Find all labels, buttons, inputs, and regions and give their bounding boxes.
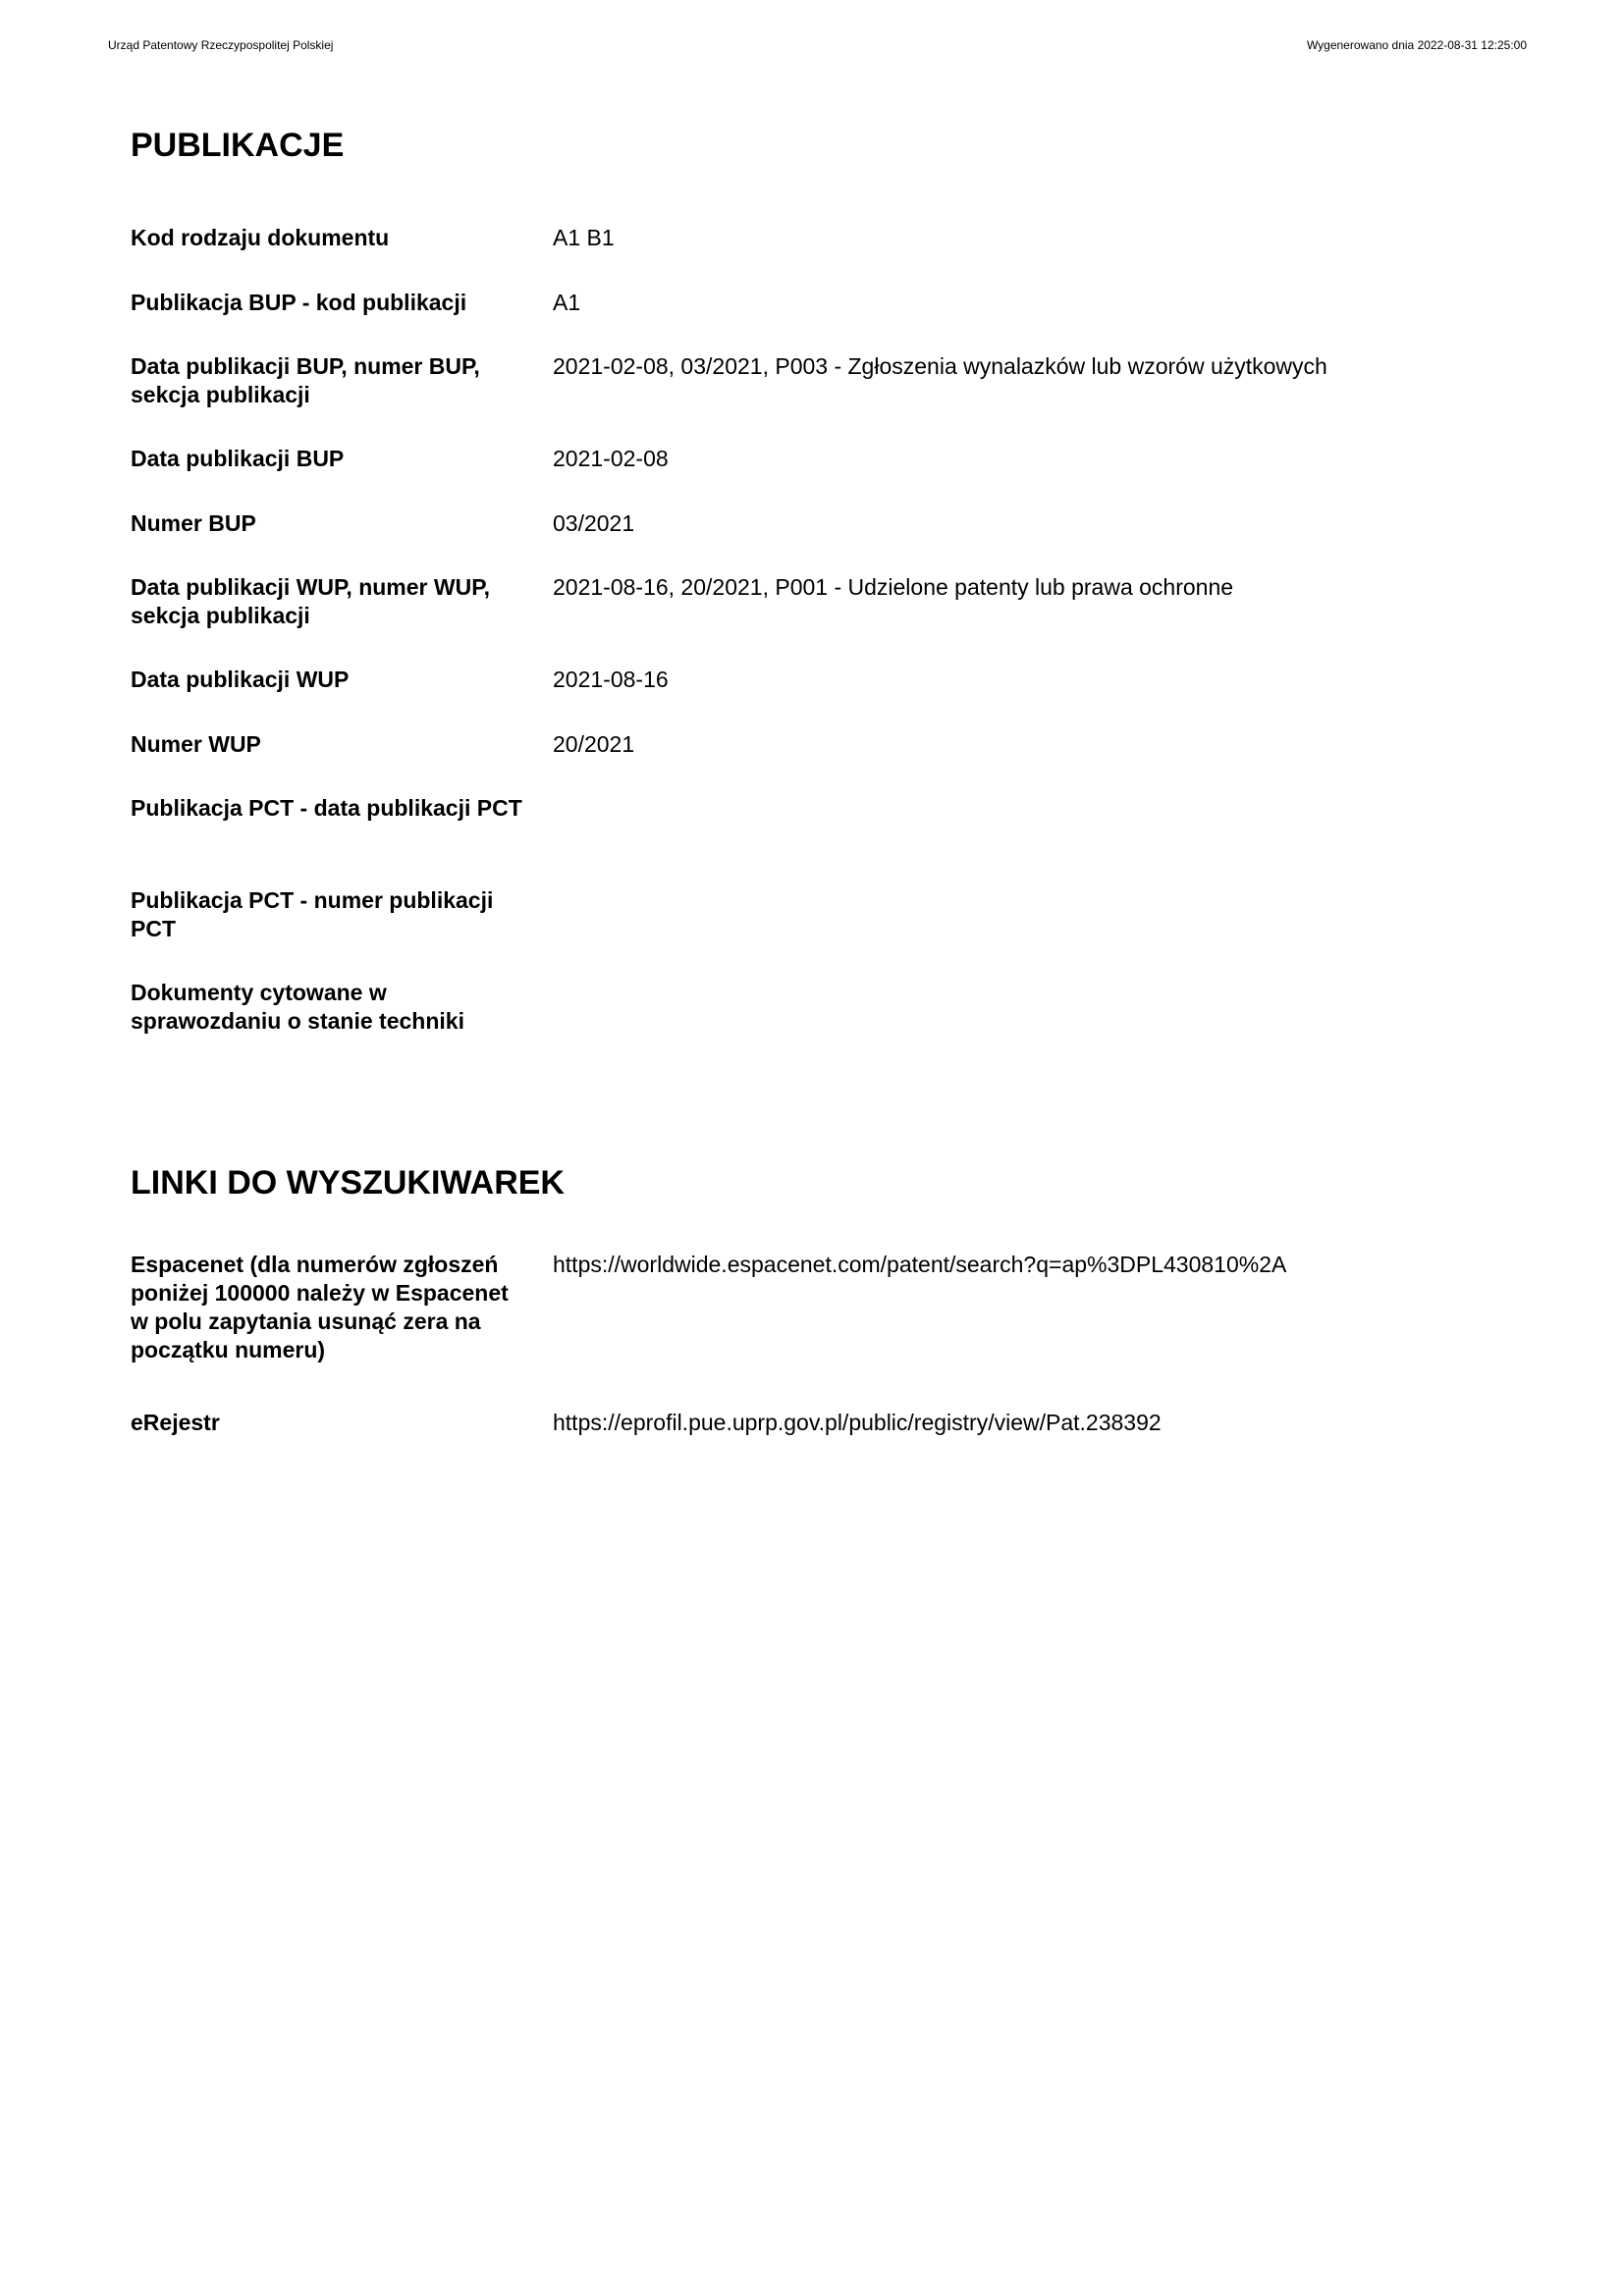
- row-label: Espacenet (dla numerów zgłoszeń poniżej 100000 należy w Espacenet w polu zapytania usunąć zera na początku numeru): [131, 1252, 509, 1362]
- row-label: Data publikacji BUP: [131, 446, 345, 471]
- erejestr-link[interactable]: https://eprofil.pue.uprp.gov.pl/public/registry/view/Pat.238392: [553, 1410, 1162, 1435]
- row-value: A1 B1: [553, 225, 615, 250]
- row-value: 20/2021: [553, 731, 635, 757]
- page-header: [108, 37, 1527, 53]
- row-label: Data publikacji WUP, numer WUP, sekcja publikacji: [131, 574, 490, 628]
- row-value: A1: [553, 290, 581, 315]
- row-value: 2021-02-08, 03/2021, P003 - Zgłoszenia wynalazków lub wzorów użytkowych: [553, 353, 1327, 379]
- publications-section: [131, 126, 1505, 1034]
- office-name: Urząd Patentowy Rzeczypospolitej Polskiej: [108, 38, 334, 52]
- row-label: Data publikacji WUP: [131, 667, 350, 692]
- row-value: 2021-08-16: [553, 667, 669, 692]
- row-label: eRejestr: [131, 1410, 220, 1435]
- generated-timestamp: Wygenerowano dnia 2022-08-31 12:25:00: [1306, 38, 1527, 52]
- row-label: Publikacja PCT - data publikacji PCT: [131, 795, 522, 821]
- publications-title: PUBLIKACJE: [131, 127, 345, 164]
- row-value: 03/2021: [553, 510, 635, 536]
- row-label: Data publikacji BUP, numer BUP, sekcja publikacji: [131, 353, 480, 407]
- row-label: Numer WUP: [131, 731, 261, 757]
- row-label: Publikacja PCT - numer publikacji PCT: [131, 887, 494, 941]
- row-label: Numer BUP: [131, 510, 256, 536]
- row-value: 2021-08-16, 20/2021, P001 - Udzielone patenty lub prawa ochronne: [553, 574, 1234, 600]
- row-value: 2021-02-08: [553, 446, 669, 471]
- links-title: LINKI DO WYSZUKIWAREK: [131, 1164, 565, 1201]
- espacenet-link[interactable]: https://worldwide.espacenet.com/patent/search?q=ap%3DPL430810%2A: [553, 1252, 1287, 1277]
- row-label: Publikacja BUP - kod publikacji: [131, 290, 467, 315]
- row-label: Dokumenty cytowane w sprawozdaniu o stanie techniki: [131, 980, 464, 1034]
- links-section: [131, 1163, 1505, 1435]
- row-label: Kod rodzaju dokumentu: [131, 225, 390, 250]
